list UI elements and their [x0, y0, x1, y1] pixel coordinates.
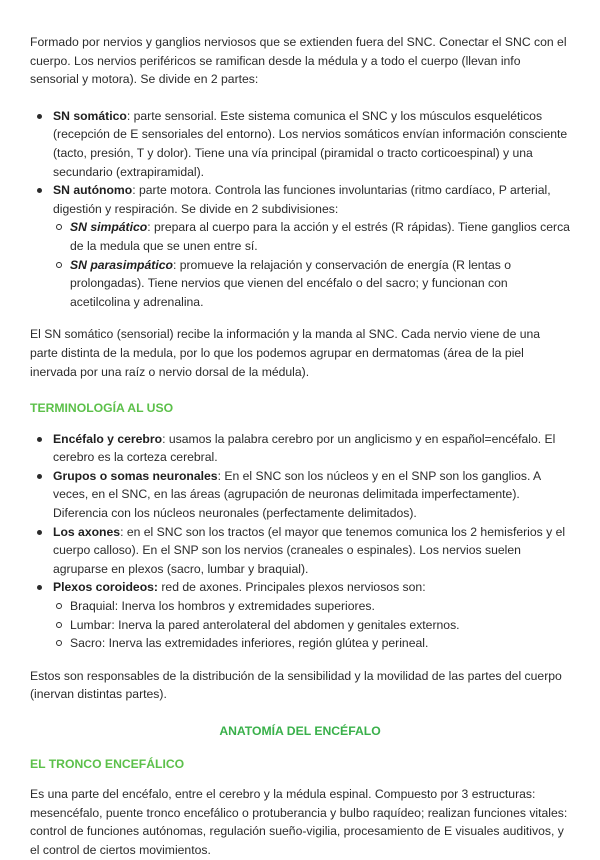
- sublist-item-simpatico: [53, 218, 570, 255]
- list-item-sn-somatico: [30, 107, 570, 181]
- sublist-item-parasimpatico: [53, 256, 570, 312]
- list-item-sn-autonomo: [30, 181, 570, 311]
- sublist-item-lumbar: Lumbar: Inerva la pared anterolateral del abdomen y genitales externos.: [53, 616, 570, 635]
- sublist-item-braquial: Braquial: Inerva los hombros y extremidades superiores.: [53, 597, 570, 616]
- list-item-axones: [30, 523, 570, 579]
- term-label: SN autónomo: [53, 183, 133, 198]
- term-label: Los axones: [53, 524, 121, 539]
- item-text: : prepara al cuerpo para la acción y el estrés (R rápidas). Tiene ganglios cerca de la medula que se unen entre sí.: [70, 220, 570, 253]
- sublist-item-sacro: Sacro: Inerva las extremidades inferiores, región glútea y perineal.: [53, 634, 570, 653]
- term-label: Plexos coroideos:: [53, 580, 158, 595]
- list-item-grupos: [30, 467, 570, 523]
- term-label: SN parasimpático: [70, 257, 173, 272]
- list-item-plexos: [30, 578, 570, 652]
- term-label: Encéfalo y cerebro: [53, 431, 163, 446]
- plexos-sublist: [53, 597, 570, 653]
- autonomic-sublist: [53, 218, 570, 311]
- section-heading-anatomia: ANATOMÍA DEL ENCÉFALO: [219, 724, 381, 738]
- distribution-paragraph: Estos son responsables de la distribución de la sensibilidad y la movilidad de las partes del cuerpo (inervan distintas partes).: [30, 668, 562, 702]
- intro-paragraph: Formado por nervios y ganglios nerviosos que se extienden fuera del SNC. Conectar el SNC con el cuerpo. Los nervios periféricos se ramifican desde la médula y a todo el cuerpo (llevan info sensorial y motora). Se divide en 2 partes:: [30, 35, 567, 87]
- list-item-encefalo: [30, 430, 570, 467]
- subsection-heading-tronco: EL TRONCO ENCEFÁLICO: [30, 756, 185, 771]
- somatic-paragraph: El SN somático (sensorial) recibe la información y la manda al SNC. Cada nervio viene de una parte distinta de la medula, por lo que los podemos agrupar en dermatomas (área de la piel inervada por una raíz o nervio dorsal de la médula).: [30, 327, 541, 379]
- tronco-paragraph: Es una parte del encéfalo, entre el cerebro y la médula espinal. Compuesto por 3 estructuras: mesencéfalo, puente tronco encefálico o protuberancia y bulbo raquídeo; realizan funciones vitales: control de funciones autónomas, regulación sueño-vigilia, procesamiento de E visuales auditivos, y el control de ciertos movimientos.: [30, 787, 568, 857]
- item-text: : usamos la palabra cerebro por un anglicismo y en español=encéfalo. El cerebro es la corteza cerebral.: [53, 431, 556, 465]
- item-text: red de axones. Principales plexos nerviosos son:: [157, 580, 426, 595]
- term-label: Grupos o somas neuronales: [53, 468, 218, 483]
- item-text: : En el SNC son los núcleos y en el SNP son los ganglios. A veces, en el SNC, en las áreas (agrupación de neuronas delimitada imperfectamente). Diferencia con los núcleos neuronales (perfectamente delimitados).: [53, 468, 541, 521]
- section-heading-terminologia: TERMINOLOGÍA AL USO: [30, 401, 174, 416]
- item-text: : parte motora. Controla las funciones involuntarias (ritmo cardíaco, P arterial, digestión y respiración. Se divide en 2 subdivisiones:: [53, 183, 551, 216]
- term-label: SN somático: [53, 108, 127, 123]
- item-text: : en el SNC son los tractos (el mayor que tenemos comunica los 2 hemisferios y el cuerpo calloso). En el SNP son los nervios (craneales o espinales). Los nervios suelen agruparse en plexos (sacro, lumbar y braquial).: [53, 524, 566, 576]
- terminology-list: [30, 430, 570, 653]
- item-text: : promueve la relajación y conservación de energía (R lentas o prolongadas). Tiene nervios que vienen del encéfalo o del sacro; y funcionan con acetilcolina y adrenalina.: [70, 257, 512, 309]
- item-text: : parte sensorial. Este sistema comunica el SNC y los músculos esqueléticos (recepción de E sensoriales del entorno). Los nervios somáticos envían información consciente (tacto, presión, T y dolor). Tiene una vía principal (piramidal o tracto corticoespinal) y una secundario (extrapiramidal).: [53, 108, 568, 179]
- term-label: SN simpático: [70, 220, 148, 235]
- divisions-list: [30, 107, 570, 312]
